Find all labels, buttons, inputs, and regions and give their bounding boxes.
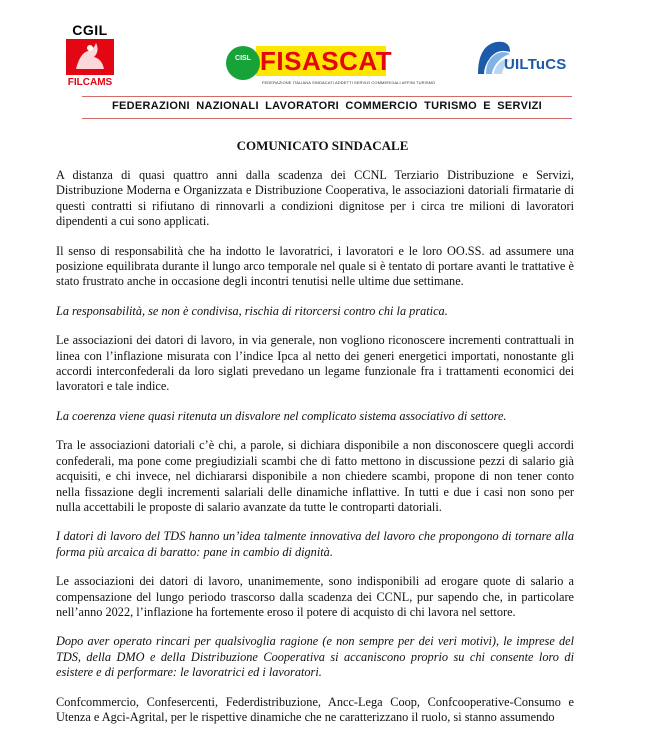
italic-remark-1: La responsabilità, se non è condivisa, rischia di ritorcersi contro chi la pratica. [56,303,448,318]
document-body [56,168,574,739]
italic-remark-4: Dopo aver operato rincari per qualsivoglia ragione (e non sempre per dei veri motivi), le imprese del TDS, della DMO e della Distribuzione Cooperativa si accaniscono proprio su chi consente loro di esistere e di performare: le lavoratrici ed i lavoratori. [56,634,574,680]
filcams-logo-text: FILCAMS [67,77,113,88]
document-title: COMUNICATO SINDACALE [236,138,409,153]
cgil-filcams-logo [62,22,118,90]
fisascat-logo-text: FISASCAT [260,46,393,76]
paragraph-3: Le associazioni dei datori di lavoro, in via generale, non vogliono riconoscere incrementi contrattuali in linea con l’inflazione misurata con l’indice Ipca al netto dei generi energetici importati, nonostante gli accordi interconfederali da loro siglati prevedano un legame funzionale fra i trattamenti economici dei lavoratori e tale indice. [56,333,574,394]
italic-remark-3: I datori di lavoro del TDS hanno un’idea talmente innovativa del lavoro che propongono di tornare alla forma più arcaica di baratto: pane in cambio di dignità. [56,529,574,559]
cisl-badge [226,46,260,80]
cgil-figure-icon [66,39,114,75]
paragraph-2: Il senso di responsabilità che ha indotto le lavoratrici, i lavoratori e le loro OO.SS. ad assumere una posizione equilibrata durante il lungo arco temporale nel quale si è tentato di portare avanti le trattative è stato frustrato anche in occasione degli incontri tenutisi nelle ultime due settimane. [56,243,574,289]
cgil-logo-emblem [66,39,114,75]
paragraph-6: Confcommercio, Confesercenti, Federdistribuzione, Ancc-Lega Coop, Confcooperative-Consumo e Utenza e Agci-Agrital, per le rispettive dinamiche che ne caratterizzano il ruolo, si stanno assumendo [56,694,574,724]
paragraph-4: Tra le associazioni datoriali c’è chi, a parole, si dichiara disponibile a non disconoscere quegli accordi confederali, ma pone come pregiudiziali scambi che di fatto mettono in discussione pezzi di salario già acquisiti, e chi invece, nel dichiararsi disponibile a non chiedere scambi, propone di non tener conto nella fissazione degli incrementi salariali delle dinamiche inflattive. In tutti e due i casi non sono per nulla accettabili le proposte di salario avanzate da tutte le controparti datoriali. [56,438,574,514]
cgil-logo-text: CGIL [72,22,108,38]
header-bottom-rule [82,118,572,119]
fisascat-cisl-logo [226,40,436,92]
paragraph-5: Le associazioni dei datori di lavoro, unanimemente, sono indisponibili ad erogare quote di salario a compensazione del lungo periodo trascorso dalla scadenza dei CCNL, pur sapendo che, in particolare nell’anno 2022, l’inflazione ha fortemente eroso il potere di acquisto di chi lavora nel settore. [56,574,574,619]
uiltucs-logo-text: UILTuCS [504,56,567,73]
header-top-rule [82,96,572,97]
fisascat-tagline: FEDERAZIONE ITALIANA SINDACATI ADDETTI SERVIZI COMMERCIALI AFFINI TURISMO [262,80,436,85]
uiltucs-logo [474,34,566,88]
paragraph-1: A distanza di quasi quattro anni dalla scadenza dei CCNL Terziario Distribuzione e Servizi, Distribuzione Moderna e Organizzata e Distribuzione Cooperativa, le associazioni datoriali firmatarie di questi contratti si rifiutano di rinnovarli a condizioni dignitose per i circa tre milioni di lavoratori dipendenti a cui sono applicati. [56,168,574,229]
federation-title: FEDERAZIONI NAZIONALI LAVORATORI COMMERCIO TURISMO E SERVIZI [112,100,542,112]
cisl-badge-text: CISL [235,55,251,62]
italic-remark-2: La coerenza viene quasi ritenuta un disvalore nel complicato sistema associativo di settore. [56,408,507,423]
